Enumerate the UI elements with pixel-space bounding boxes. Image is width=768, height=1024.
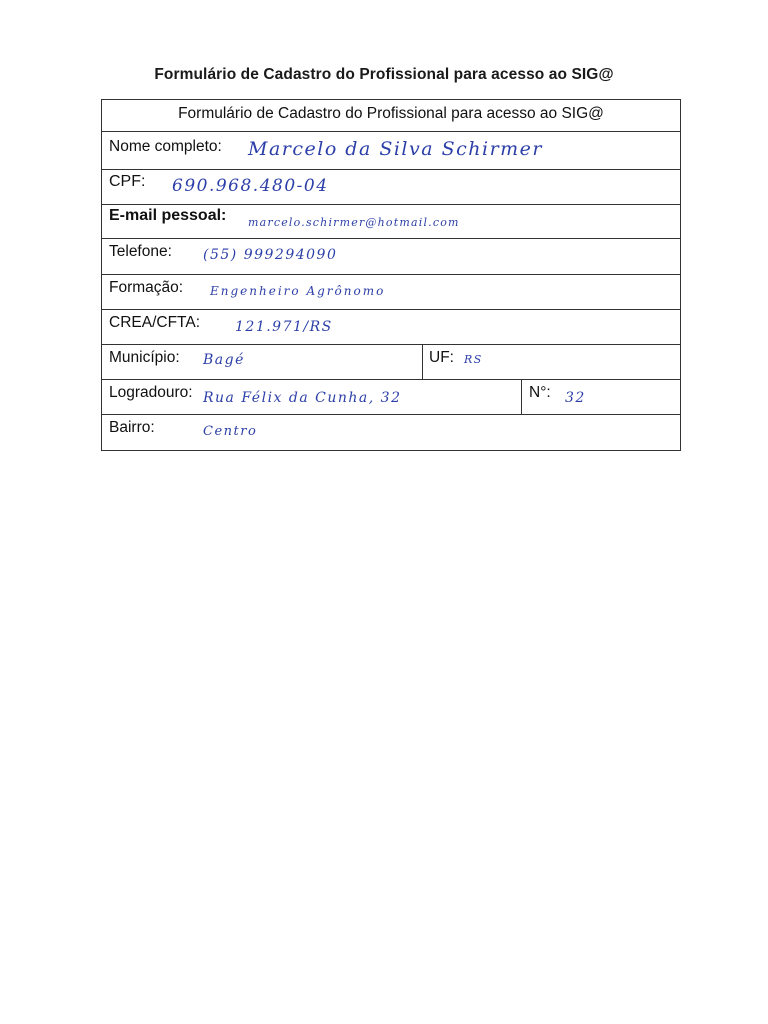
crea-cfta-value: 121.971/RS: [235, 319, 333, 335]
numero-label: N°:: [529, 384, 551, 401]
row-email: [102, 205, 680, 239]
formacao-label: Formação:: [109, 279, 184, 296]
logradouro-numero-divider: [521, 380, 522, 414]
crea-cfta-label: CREA/CFTA:: [109, 314, 200, 331]
registration-form-table: [101, 99, 681, 451]
bairro-label: Bairro:: [109, 419, 155, 436]
row-formacao: [102, 275, 680, 310]
form-header-title: Formulário de Cadastro do Profissional para acesso ao SIG@: [178, 105, 604, 122]
telefone-label: Telefone:: [109, 243, 172, 260]
municipio-label: Município:: [109, 349, 180, 366]
row-nome-completo: [102, 132, 680, 170]
logradouro-label: Logradouro:: [109, 384, 193, 401]
numero-value: 32: [565, 390, 586, 406]
logradouro-value: Rua Félix da Cunha, 32: [203, 390, 402, 406]
telefone-value: (55) 999294090: [203, 247, 338, 263]
row-crea-cfta: [102, 310, 680, 345]
municipio-uf-divider: [422, 345, 423, 379]
cpf-value: 690.968.480-04: [172, 176, 329, 196]
page-title: Formulário de Cadastro do Profissional para acesso ao SIG@: [154, 66, 614, 83]
row-telefone: [102, 239, 680, 275]
row-bairro: [102, 415, 680, 450]
form-header-row: [102, 100, 680, 132]
bairro-value: Centro: [203, 424, 258, 439]
row-municipio-uf: [102, 345, 680, 380]
uf-label: UF:: [429, 349, 454, 366]
municipio-value: Bagé: [203, 352, 245, 368]
cpf-label: CPF:: [109, 173, 146, 190]
nome-completo-label: Nome completo:: [109, 138, 222, 155]
email-label: E-mail pessoal:: [109, 207, 227, 224]
row-cpf: [102, 170, 680, 205]
formacao-value: Engenheiro Agrônomo: [210, 284, 386, 298]
uf-value: RS: [464, 353, 483, 366]
nome-completo-value: Marcelo da Silva Schirmer: [248, 138, 544, 160]
email-value: marcelo.schirmer@hotmail.com: [248, 216, 460, 229]
row-logradouro-numero: [102, 380, 680, 415]
